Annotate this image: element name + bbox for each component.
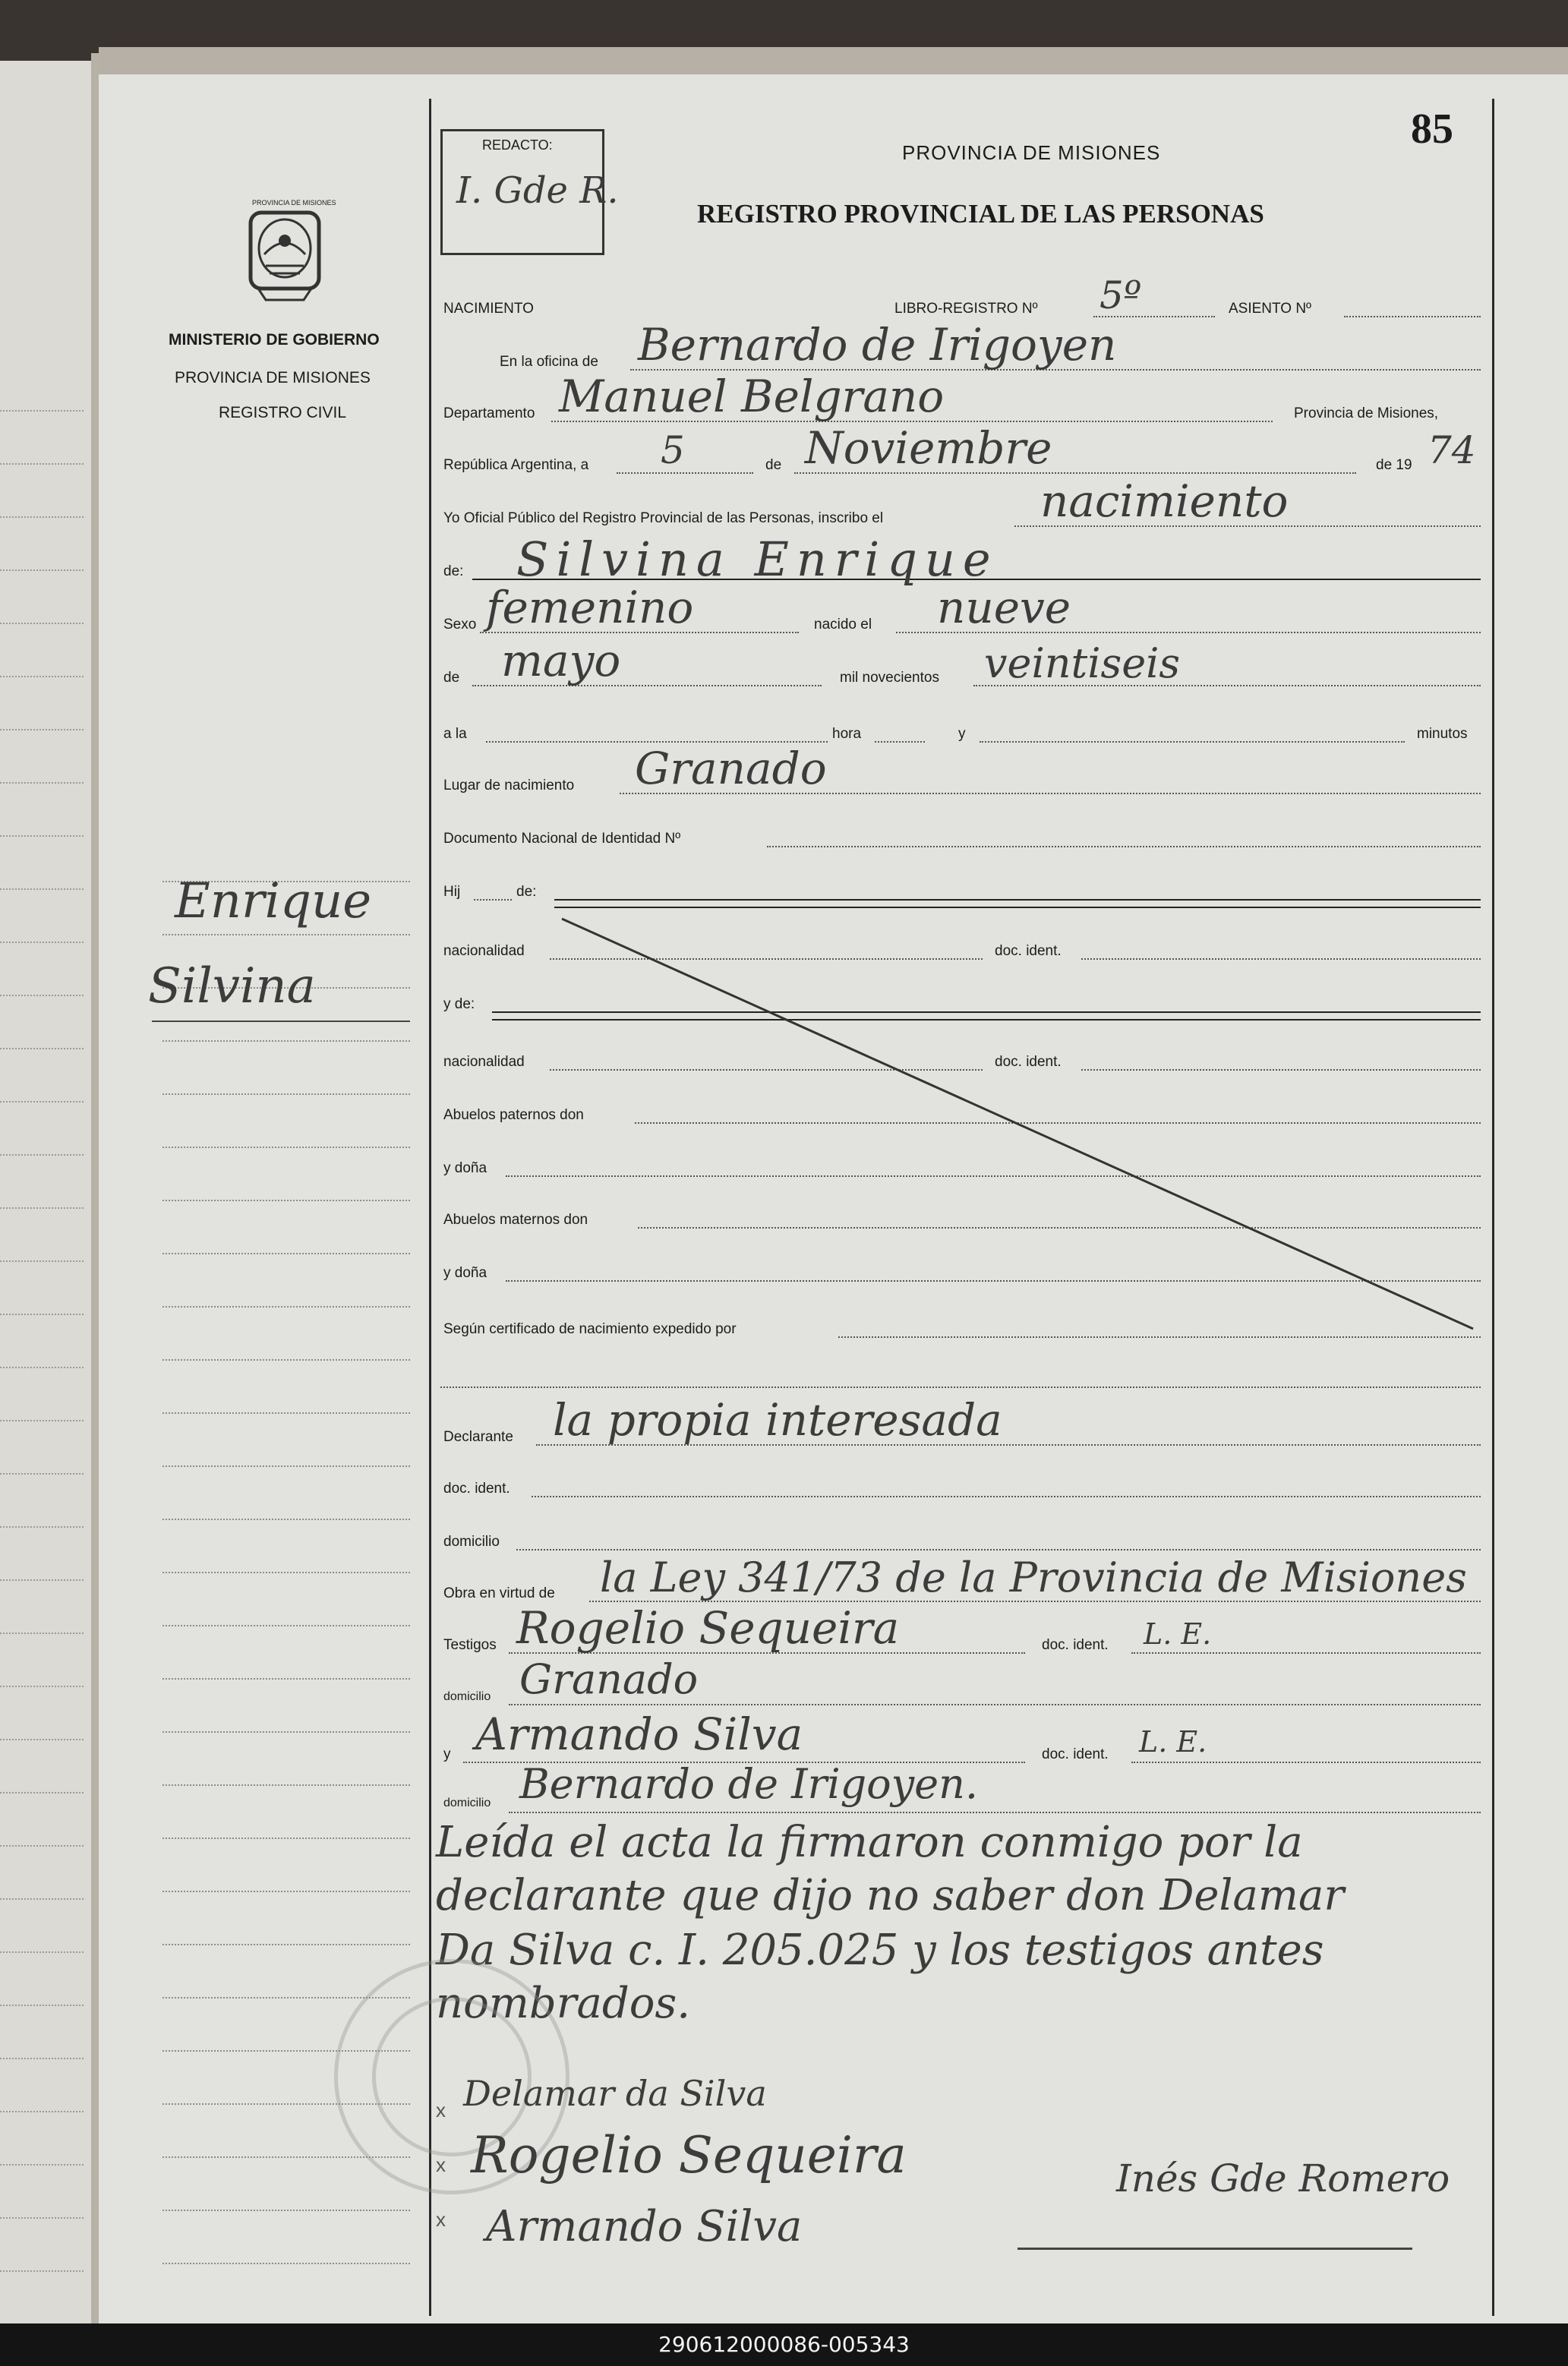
value-testigo2-doc: L. E. xyxy=(1139,1725,1207,1759)
label-yo-oficial: Yo Oficial Público del Registro Provincial de las Personas, inscribo el xyxy=(443,510,884,526)
label-de-mes: de xyxy=(765,457,782,473)
label-documento: Documento Nacional de Identidad Nº xyxy=(443,831,681,847)
header-province: PROVINCIA DE MISIONES xyxy=(902,141,1161,164)
signature-testigo1: Rogelio Sequeira xyxy=(471,2126,907,2185)
label-departamento: Departamento xyxy=(443,405,535,421)
label-minutos: minutos xyxy=(1417,726,1468,742)
label-domicilio-testigo1: domicilio xyxy=(443,1690,491,1703)
seal-emblem-text: PROVINCIA DE MISIONES xyxy=(252,199,336,207)
value-nacido-anio: veintiseis xyxy=(984,639,1181,687)
value-libro: 5º xyxy=(1099,273,1142,317)
facing-page xyxy=(0,61,96,2323)
label-y-de: y de: xyxy=(443,996,475,1012)
value-nacido-mes: mayo xyxy=(501,635,621,686)
label-abuelos-paternos: Abuelos paternos don xyxy=(443,1107,584,1123)
label-declarante: Declarante xyxy=(443,1429,513,1445)
label-hij-de: de: xyxy=(516,884,537,900)
value-declarante: la propia interesada xyxy=(553,1394,1002,1446)
margin-surname: Enrique xyxy=(175,873,372,929)
value-testigo1-doc: L. E. xyxy=(1144,1617,1212,1651)
label-domicilio-declarante: domicilio xyxy=(443,1534,500,1550)
label-de-anio: de 19 xyxy=(1376,457,1412,473)
value-departamento: Manuel Belgrano xyxy=(559,371,945,422)
label-doc-ident-testigo1: doc. ident. xyxy=(1042,1637,1109,1653)
label-nacionalidad-2: nacionalidad xyxy=(443,1054,525,1070)
seal-registry: REGISTRO CIVIL xyxy=(219,404,347,421)
value-sexo: femenino xyxy=(486,582,694,633)
label-y-dona-1: y doña xyxy=(443,1160,487,1176)
label-oficina: En la oficina de xyxy=(500,354,598,370)
redacto-initials: I. Gde R. xyxy=(456,169,619,212)
label-republica: República Argentina, a xyxy=(443,457,589,473)
label-mil-novecientos: mil novecientos xyxy=(840,670,939,686)
page-top-edge xyxy=(99,47,1568,74)
cancel-diagonal-line xyxy=(456,896,1488,1336)
coat-of-arms-icon xyxy=(235,194,334,308)
label-a-la: a la xyxy=(443,726,467,742)
value-dia: 5 xyxy=(661,428,685,472)
label-nacionalidad-1: nacionalidad xyxy=(443,943,525,959)
seal-province: PROVINCIA DE MISIONES xyxy=(175,369,371,386)
value-nacido-dia: nueve xyxy=(937,582,1071,633)
label-nacimiento: NACIMIENTO xyxy=(443,301,534,317)
value-anio: 74 xyxy=(1428,428,1476,472)
page-number: 85 xyxy=(1411,106,1453,153)
signature-oficial-line xyxy=(1017,2248,1412,2250)
label-doc-ident-1: doc. ident. xyxy=(995,943,1062,959)
label-y-testigo2: y xyxy=(443,1746,451,1762)
redacto-label: REDACTO: xyxy=(482,137,553,153)
label-provincia: Provincia de Misiones, xyxy=(1294,405,1439,421)
label-obra: Obra en virtud de xyxy=(443,1585,555,1601)
archive-id: 290612000086-005343 xyxy=(0,2323,1568,2366)
note-line-1: Leída el acta la firmaron conmigo por la xyxy=(436,1818,1303,1867)
label-asiento: ASIENTO Nº xyxy=(1229,301,1311,317)
page-title: REGISTRO PROVINCIAL DE LAS PERSONAS xyxy=(697,199,1264,229)
signature-testigo2: Armando Silva xyxy=(486,2202,803,2251)
label-abuelos-maternos: Abuelos maternos don xyxy=(443,1212,588,1228)
value-nombre: Silvina Enrique xyxy=(516,532,999,587)
label-de-nombre: de: xyxy=(443,563,464,579)
form-right-border xyxy=(1492,99,1494,2316)
label-de-mes-nac: de xyxy=(443,670,460,686)
label-doc-ident-2: doc. ident. xyxy=(995,1054,1062,1070)
seal-ministry: MINISTERIO DE GOBIERNO xyxy=(169,331,380,349)
value-obra: la Ley 341/73 de la Provincia de Misiones xyxy=(600,1554,1467,1601)
redacto-box xyxy=(440,129,619,255)
value-testigo1: Rogelio Sequeira xyxy=(516,1602,900,1654)
value-testigo2-domicilio: Bernardo de Irigoyen. xyxy=(519,1760,979,1808)
label-sexo: Sexo xyxy=(443,617,477,633)
label-domicilio-testigo2: domicilio xyxy=(443,1797,491,1809)
note-line-4: nombrados. xyxy=(436,1979,690,2028)
label-testigos: Testigos xyxy=(443,1637,497,1653)
label-y-minutos: y xyxy=(958,726,966,742)
value-testigo2: Armando Silva xyxy=(475,1708,803,1760)
value-acto: nacimiento xyxy=(1040,475,1289,527)
label-nacido-el: nacido el xyxy=(814,617,872,633)
label-hij: Hij xyxy=(443,884,461,900)
value-testigo1-domicilio: Granado xyxy=(519,1655,699,1703)
value-mes: Noviembre xyxy=(805,422,1052,474)
signature-oficial: Inés Gde Romero xyxy=(1116,2156,1450,2200)
label-y-dona-2: y doña xyxy=(443,1265,487,1281)
label-libro: LIBRO-REGISTRO Nº xyxy=(894,301,1038,317)
label-hora: hora xyxy=(832,726,862,742)
value-lugar: Granado xyxy=(635,743,827,794)
label-certificado: Según certificado de nacimiento expedido por xyxy=(443,1321,737,1337)
label-doc-ident-declarante: doc. ident. xyxy=(443,1481,510,1497)
margin-underline xyxy=(152,1021,410,1022)
note-line-3: Da Silva c. I. 205.025 y los testigos antes xyxy=(436,1926,1324,1975)
label-doc-ident-testigo2: doc. ident. xyxy=(1042,1746,1109,1762)
label-lugar: Lugar de nacimiento xyxy=(443,778,575,793)
margin-firstname: Silvina xyxy=(148,958,316,1014)
value-oficina: Bernardo de Irigoyen xyxy=(638,319,1117,371)
note-line-2: declarante que dijo no saber don Delamar xyxy=(436,1871,1345,1920)
signature-declarante: Delamar da Silva xyxy=(463,2073,767,2114)
